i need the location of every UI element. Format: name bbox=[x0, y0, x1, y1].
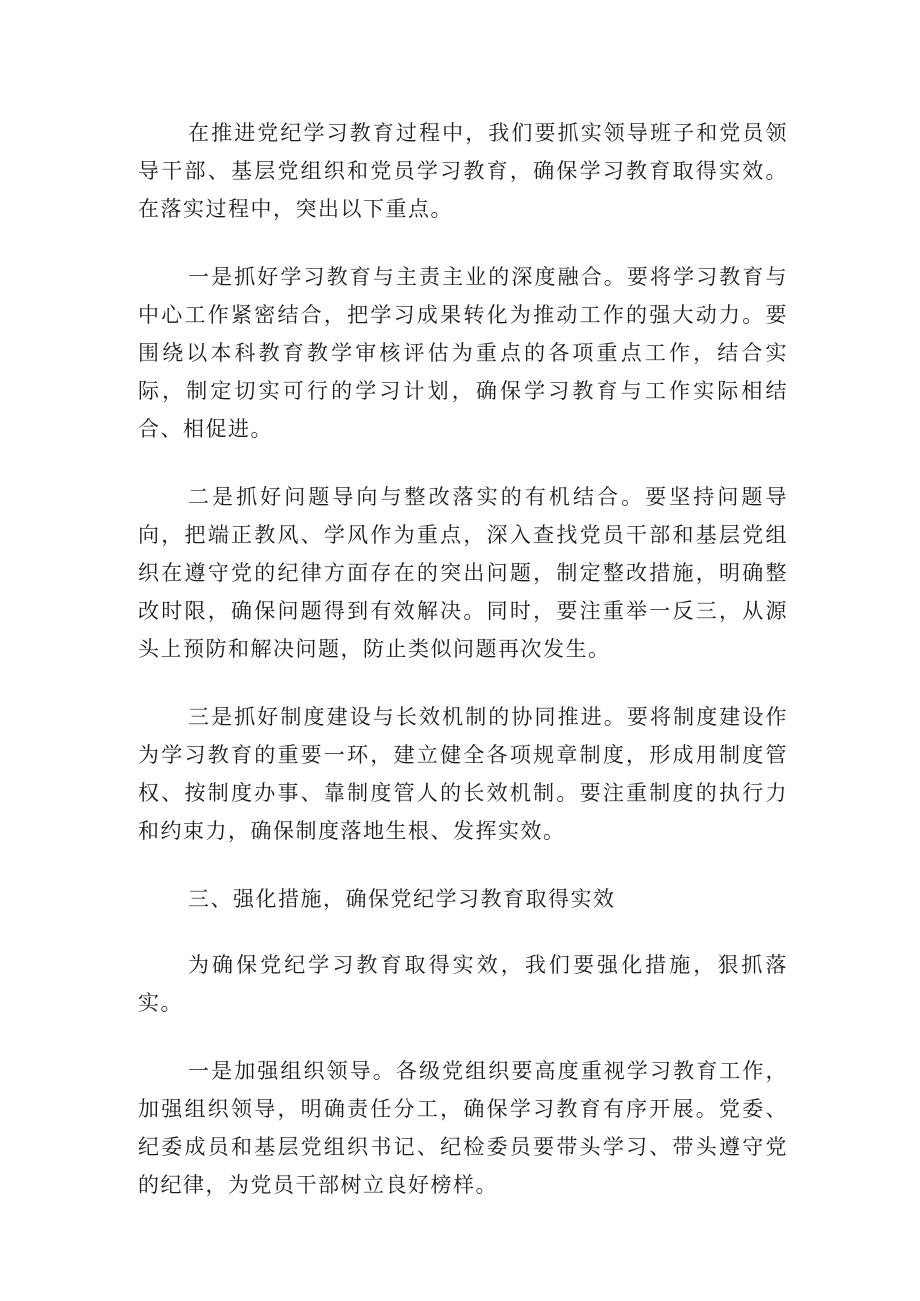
document-body bbox=[138, 114, 788, 1234]
point-three-paragraph: 三是抓好制度建设与长效机制的协同推进。要将制度建设作为学习教育的重要一环，建立健全各项规章制度，形成用制度管权、按制度办事、靠制度管人的长效机制。要注重制度的执行力和约束力，确保制度落地生根、发挥实效。 bbox=[138, 705, 788, 843]
point-two-paragraph: 二是抓好问题导向与整改落实的有机结合。要坚持问题导向，把端正教风、学风作为重点，深入查找党员干部和基层党组织在遵守党的纪律方面存在的突出问题，制定整改措施，明确整改时限，确保问题得到有效解决。同时，要注重举一反三，从源头上预防和解决问题，防止类似问题再次发生。 bbox=[138, 485, 788, 661]
section-heading: 三、强化措施，确保党纪学习教育取得实效 bbox=[188, 887, 616, 911]
section-point-one-paragraph: 一是加强组织领导。各级党组织要高度重视学习教育工作，加强组织领导，明确责任分工，确保学习教育有序开展。党委、纪委成员和基层党组织书记、纪检委员要带头学习、带头遵守党的纪律，为党员干部树立良好榜样。 bbox=[138, 1059, 788, 1197]
intro-paragraph: 在推进党纪学习教育过程中，我们要抓实领导班子和党员领导干部、基层党组织和党员学习教育，确保学习教育取得实效。在落实过程中，突出以下重点。 bbox=[138, 121, 788, 221]
point-one-paragraph: 一是抓好学习教育与主责主业的深度融合。要将学习教育与中心工作紧密结合，把学习成果转化为推动工作的强大动力。要围绕以本科教育教学审核评估为重点的各项重点工作，结合实际，制定切实可行的学习计划，确保学习教育与工作实际相结合、相促进。 bbox=[138, 265, 788, 441]
section-intro-paragraph: 为确保党纪学习教育取得实效，我们要强化措施，狠抓落实。 bbox=[138, 953, 788, 1015]
